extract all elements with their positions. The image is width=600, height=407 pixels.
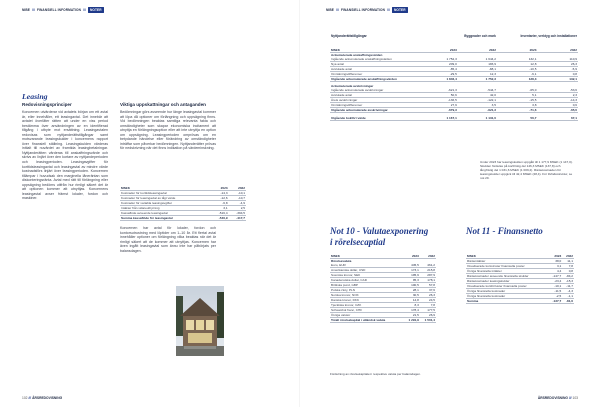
fx-exposure-table [330,254,436,323]
table-cell: Avslutade avtal [330,67,419,72]
nav-separator: /// [32,8,35,12]
table-cell: 12,8 [497,62,537,67]
table-row [466,284,574,289]
table-cell: Summa [466,299,548,304]
table-cell: -11,5 [548,289,562,294]
table-cell: Summa kassaflöde för leasingavtal [120,216,211,221]
table-cell: 0,8 [537,72,578,77]
table-cell: -122,1 [458,98,497,103]
nav-separator: /// [336,8,339,12]
footer-separator: /// [568,396,573,400]
table-cell: -1,1 [562,294,574,299]
table-cell: Intäkter från vidareuthyrning [120,206,211,211]
footer-title: ÅRSREDOVISNING [32,396,63,400]
nav-section[interactable]: FINANSIELL INFORMATION [340,8,386,12]
table-cell: 178,4 [404,308,420,313]
nav-section[interactable]: FINANSIELL INFORMATION [36,8,82,12]
table-cell: 1 752,3 [458,77,497,82]
table-group-header: Inventarier, verktyg och installationer [520,34,577,38]
table-cell: 5,1 [497,93,537,98]
note11-title: Not 11 - Finansnetto [466,226,543,236]
table-total-row [120,216,246,221]
table-cell: 21,5 [404,313,420,318]
footer-title: ÅRSREDOVISNING [537,396,568,400]
table-cell: -14,3 [537,98,578,103]
table-cell: 3,5 [458,103,497,108]
table-cell: Svenska kronor, SEK [330,273,404,278]
table-cell: 0,6 [537,103,578,108]
table-cell: Ingående ackumulerade anskaffningsvärden [330,57,419,62]
table-cell: -136,5 [419,98,458,103]
table-cell: 42,0 [458,93,497,98]
table-cell: 132,1 [497,57,537,62]
table-cell: Kanadensiska dollar, CAD [330,278,404,283]
table-cell: 11,1 [562,259,574,264]
table-column-header: 2023 [404,254,420,259]
table-cell: 195,9 [404,273,420,278]
table-cell: -53,6 [537,88,578,93]
table-cell: 26,9 [420,313,436,318]
table-cell: 183,9 [458,62,497,67]
table-row [466,274,574,279]
table-cell: Övriga finansiella intäkter [466,269,548,274]
table-cell: 30,5 [404,293,420,298]
page-number: 103 [572,396,578,400]
table-cell: 1 167,1 [419,113,458,121]
table-group-header-row [330,34,578,48]
table-cell: Omräkningsdifferenser [330,103,419,108]
table-cell: -88,1 [458,67,497,72]
table-cell: Utgående ackumulerade avskrivningar [330,108,419,113]
table-cell: -14,3 [211,191,228,196]
right-page [300,0,600,407]
table-cell: 3,8 [497,103,537,108]
table-cell: -15,3 [562,279,574,284]
table-cell: -516,4 [211,211,228,216]
table-cell: -679,3 [419,108,458,113]
leasing-debt-note: Under 2023 har leasingskulden uppgått till 1 177,9 MSEK (1 147,0). Skulden fördelas på kortfristig del 146,3 MSEK (137,8) och långfristig del 1 031,6 MSEK (1 009,2). Räntekostnaden för leasingskulder uppgick till 42,4 MSEK (28,4). För förfallostruktur, se not 29. [480,160,573,180]
table-cell: 209,0 [419,62,458,67]
table-cell: 38,0 [548,259,562,264]
table-cell: 24,5 [420,298,436,303]
table-column-header: MSEK [330,254,404,259]
right-of-use-table [330,34,578,121]
top-navigation [326,6,408,14]
table-cell: Kostnader för korttidsleasingavtal [120,191,211,196]
table-cell: 1 846,4 [419,77,458,82]
table-cell: Euro, EUR [330,263,404,268]
table-cell: 4,4 [548,269,562,274]
table-cell: -10,5 [497,67,537,72]
table-cell: 215,8 [420,268,436,273]
table-cell: 8,3 [404,303,420,308]
table-cell: Danska kronor, DKK [330,298,404,303]
building-photo [176,286,224,356]
table-cell: Kostnader för variabla leasingavgifter [120,201,211,206]
table-cell: 1 501,4 [420,318,436,323]
table-cell: -65,0 [497,88,537,93]
table-cell: 26,3 [537,62,578,67]
table-cell: Nya avtal [330,62,419,67]
table-cell: 14,8 [404,298,420,303]
table-cell: -15,5 [497,98,537,103]
table-cell: -65,0 [537,108,578,113]
table-column-header: 2022 [229,186,246,191]
table-cell: 3,1 [548,264,562,269]
table-cell: Utgående bokfört värde [330,113,419,121]
table-column-header: MSEK [330,48,419,53]
table-cell: -12,6 [211,196,228,201]
top-navigation [22,6,104,14]
table-cell: Schweizisk franc, CHF [330,308,404,313]
table-cell: Ränteintäkter [466,259,548,264]
table-cell: Årets avskrivningar [330,98,419,103]
table-group-header: Byggnader och mark [464,34,496,38]
table-cell: -4,3 [562,289,574,294]
table-cell: -621,3 [419,88,458,93]
nav-separator: /// [83,8,87,12]
table-cell: 1 644,2 [458,57,497,62]
table-cell: 110,9 [537,57,578,62]
table-cell: Tjeckiska kronor, CZK [330,303,404,308]
footer-left [22,396,62,400]
table-cell: 445,5 [404,263,420,268]
table-cell: -147,7 [548,274,562,279]
note10-title: Not 10 - Valutaexponering i rörelsecaptial [330,226,429,247]
table-column-header: 2022 [537,48,578,53]
estimates-subhead: Viktiga uppskattningar och antaganden [120,102,206,107]
table-cell: 173,1 [404,268,420,273]
leasing-title: Leasing [22,92,48,101]
table-cell: Orealiserade kursvinster finansiella poster [466,264,548,269]
table-cell: -137,7 [548,299,562,304]
table-total-row [330,318,436,323]
nav-current-tag[interactable]: NOTER [394,8,406,12]
table-cell: 26,3 [420,293,436,298]
table-column-header: 2023 [548,254,562,259]
table-cell: 7,8 [420,303,436,308]
table-cell: Brittiska pund, GBP [330,283,404,288]
fx-table-note: Fördelning av rörelsekapitalet i respektive valuta per balansdagen. [330,372,421,376]
table-cell: -29,5 [419,72,458,77]
leasing-costs-table [120,186,246,221]
table-cell: -546,9 [211,216,228,221]
table-cell: -71,6 [497,108,537,113]
table-cell: Avslutade avtal [330,93,419,98]
table-cell: Utgående ackumulerade anskaffningsvärden [330,77,419,82]
table-column-header: MSEK [120,186,211,191]
table-cell: -10,1 [229,191,246,196]
page-number: 102 [22,396,28,400]
table-cell: Omräkningsdifferenser [330,72,419,77]
table-cell: 1 752,3 [419,57,458,62]
table-column-header: 2022 [420,254,436,259]
table-cell: Ingående ackumulerade avskrivningar [330,88,419,93]
table-cell: 57,8 [420,283,436,288]
table-cell: Räntekostnader leasingskulder [466,279,548,284]
table-cell: -23,4 [548,279,562,284]
table-cell: -417,7 [229,216,246,221]
table-group-label: Nyttjanderättstillgångar [331,34,367,38]
table-column-header: 2022 [562,254,574,259]
table-cell: 2,3 [537,93,578,98]
table-cell: 95,3 [404,278,420,283]
table-column-header: 2023 [419,48,458,53]
table-cell: 56,7 [497,113,537,121]
table-cell: -6,8 [211,201,228,206]
table-cell: Kassaflöde avseende leasingavtal [120,211,211,216]
table-cell: Polska zloty, PLN [330,288,404,293]
table-total-row [466,299,574,304]
table-cell: 128,3 [497,77,537,82]
table-cell: -85,4 [419,67,458,72]
table-section-label: Ackumulerade avskrivningar [331,84,374,88]
table-cell: -4,9 [229,201,246,206]
table-cell: 37,6 [420,288,436,293]
table-cell: Kostnader för leasingavtal av lågt värde [120,196,211,201]
table-cell: Amerikanska dollar, USD [330,268,404,273]
table-cell: 0,8 [562,269,574,274]
table-cell: 287,9 [420,273,436,278]
table-cell: -10,1 [548,284,562,289]
table-cell: -394,5 [229,211,246,216]
table-cell: -10,7 [229,196,246,201]
table-cell: Övriga valutor [330,313,404,318]
nav-brand[interactable]: NIBE [22,8,31,12]
table-cell: 178,1 [420,278,436,283]
table-cell: -5,9 [537,67,578,72]
table-cell: -2,5 [548,294,562,299]
footer-separator: /// [28,396,33,400]
table-cell: 132,1 [537,77,578,82]
table-cell: 12,3 [458,72,497,77]
table-row [466,264,574,269]
table-cell: -6,1 [497,72,537,77]
nav-separator: /// [387,8,391,12]
leasing-body-text: Koncernen utvärderar vid avtalets början om ett avtal är, eller innehåller, ett leasingavtal. Det innebär att avtalet överlåter rätten att under en viss period bestämma över användningen av en identifierad tillgång i utbyte mot ersättning. Leasingavtalen redovisas som nyttjanderättstillgångar samt motsvarande leasingskulder i koncernens rapport över finansiell ställning. Leasingskulden värderas initialt till nuvärdet av framtida leasingbetalningar. Nyttjanderätten värderas till anskaffningsvärde och skrivs av linjärt över den kortare av nyttjandeperioden och leasingperioden. Leasingavgifter för korttidsleasingavtal och leasingavtal av mindre värde kostnadsförs linjärt över leasingperioden. Koncernen tillämpar i huvudsak den marginella låneräntan som diskonteringsränta. Avtal med rätt till förlängning eller uppsägning bedöms utifrån hur rimligt säkert det är att optionen kommer att utnyttjas. Koncernens leasingavtal avser främst lokaler, fordon och maskiner. [22,110,108,201]
table-column-header: 2023 [497,48,537,53]
table-cell: 1 131,0 [458,113,497,121]
table-cell: -84,2 [562,274,574,279]
table-cell: Orealiserade kursförluster finansiella poster [466,284,548,289]
building-photo-graphic [176,286,224,356]
nav-brand[interactable]: NIBE [326,8,335,12]
table-cell: Övriga finansiella kostnader [466,289,548,294]
leasing-subhead: Redovisningsprinciper [22,102,72,107]
table-cell: Totalt rörelsekapital i utländsk valuta [330,318,404,323]
table-cell: -621,3 [458,108,497,113]
table-column-header: 2022 [458,48,497,53]
table-cell: 67,1 [537,113,578,121]
table-cell: 27,9 [419,103,458,108]
estimates-body-text: Bedömningar görs avseende hur länge leasingavtal kommer att löpa då optioner om förlängning och uppsägning finns. Vid bedömningen beaktas samtliga relevanta fakta och omständigheter som skapar ekonomiska incitament att utnyttja en förlängningsoption eller att inte utnyttja en option om uppsägning. Leasingperioden omprövas om en betydande händelse eller förändring av omständigheter inträffar som påverkar bedömningen. Nyttjanderätter prövas för nedskrivning när det finns indikation på värdeminskning. [120,110,216,151]
table-cell: 3,1 [211,206,228,211]
table-cell: 2,5 [229,206,246,211]
table-cell: 1 291,9 [404,318,420,323]
table-cell: 7,8 [562,264,574,269]
leasing-after-table-text: Koncernen har avtal för lokaler, fordon och kontorsutrustning med löptider om 1–10 år. Ett flertal avtal innehåller optioner om förlängning vilka beaktas när det är rimligt säkert att de kommer att utnyttjas. Koncernen har även ingått leasingavtal som ännu inte har påbörjats per balansdagen. [120,226,216,253]
table-cell: -544,7 [458,88,497,93]
table-cell: 100,5 [404,283,420,288]
table-column-header: 2023 [211,186,228,191]
table-cell: Norska kronor, NOK [330,293,404,298]
table-cell: Räntekostnader avseende finansiella skulder [466,274,548,279]
table-cell: 50,6 [419,93,458,98]
footer-right [538,396,578,400]
nav-current-tag[interactable]: NOTER [90,8,102,12]
table-section-label: Ackumulerade anskaffningsvärden [331,53,383,57]
table-section-label: Rörelsevaluta [331,259,352,263]
table-cell: -11,7 [562,284,574,289]
table-cell: 177,5 [420,308,436,313]
table-cell: Övriga finansiella kostnader [466,294,548,299]
table-column-header: MSEK [466,254,548,259]
table-total-row [330,113,578,121]
table-cell: 461,2 [420,263,436,268]
table-cell: -81,6 [562,299,574,304]
financial-net-table [466,254,574,304]
table-cell: 28,1 [404,288,420,293]
